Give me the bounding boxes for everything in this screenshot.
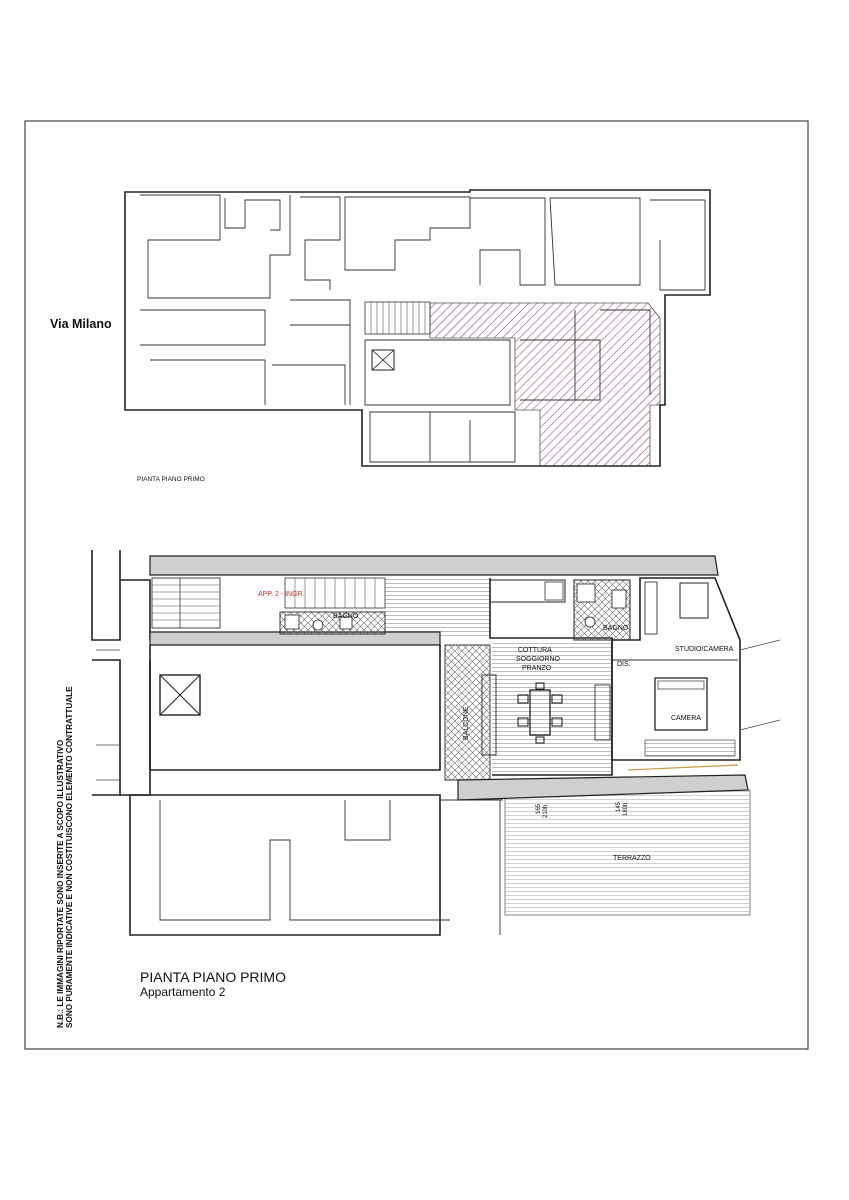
label-entrance: APP. 2 - INGR. (258, 591, 305, 598)
label-living-1: COTTURA (518, 647, 552, 654)
wardrobe (645, 582, 657, 634)
label-terrace: TERRAZZO (613, 855, 651, 862)
key-plan-lift (372, 350, 394, 370)
entrance-floor (385, 578, 490, 638)
label-living-2: SOGGIORNO (516, 656, 560, 663)
label-bedroom: CAMERA (671, 715, 701, 722)
key-plan (50, 190, 710, 483)
label-living-3: PRANZO (522, 665, 552, 672)
lift-shaft (160, 675, 200, 715)
plan-title: PIANTA PIANO PRIMO (140, 969, 286, 985)
key-plan-highlighted-unit (430, 303, 660, 466)
apartment-plan (92, 550, 780, 999)
opening-2-height: 180h (623, 802, 629, 816)
disclaimer-line-1: N.B.: LE IMMAGINI RIPORTATE SONO INSERITE A SCOPO ILLUSTRATIVO (56, 739, 65, 1028)
kitchen-counter (490, 580, 565, 602)
bedroom-bed (655, 678, 707, 730)
label-closet: DIS. (617, 661, 631, 668)
key-plan-caption: PIANTA PIANO PRIMO (137, 476, 205, 483)
communal-stair (152, 578, 220, 628)
opening-1-height: 210h (543, 804, 549, 818)
opening-2-width: 145 (616, 801, 622, 812)
disclaimer-note (56, 686, 74, 1028)
studio-bed (680, 583, 708, 618)
disclaimer-line-2: SONO PURAMENTE INDICATIVE E NON COSTITUISCONO ELEMENTO CONTRATTUALE (65, 686, 74, 1028)
plan-subtitle: Appartamento 2 (140, 985, 226, 999)
label-bath1: BAGNO (333, 613, 359, 620)
key-plan-stair (365, 302, 430, 334)
label-bath2: BAGNO (603, 625, 629, 632)
street-label: Via Milano (50, 317, 112, 331)
opening-1-width: 165 (536, 803, 542, 814)
label-study: STUDIO/CAMERA (675, 646, 734, 653)
bedroom-wardrobe (645, 740, 735, 756)
label-balcony: BALCONE (463, 706, 470, 740)
